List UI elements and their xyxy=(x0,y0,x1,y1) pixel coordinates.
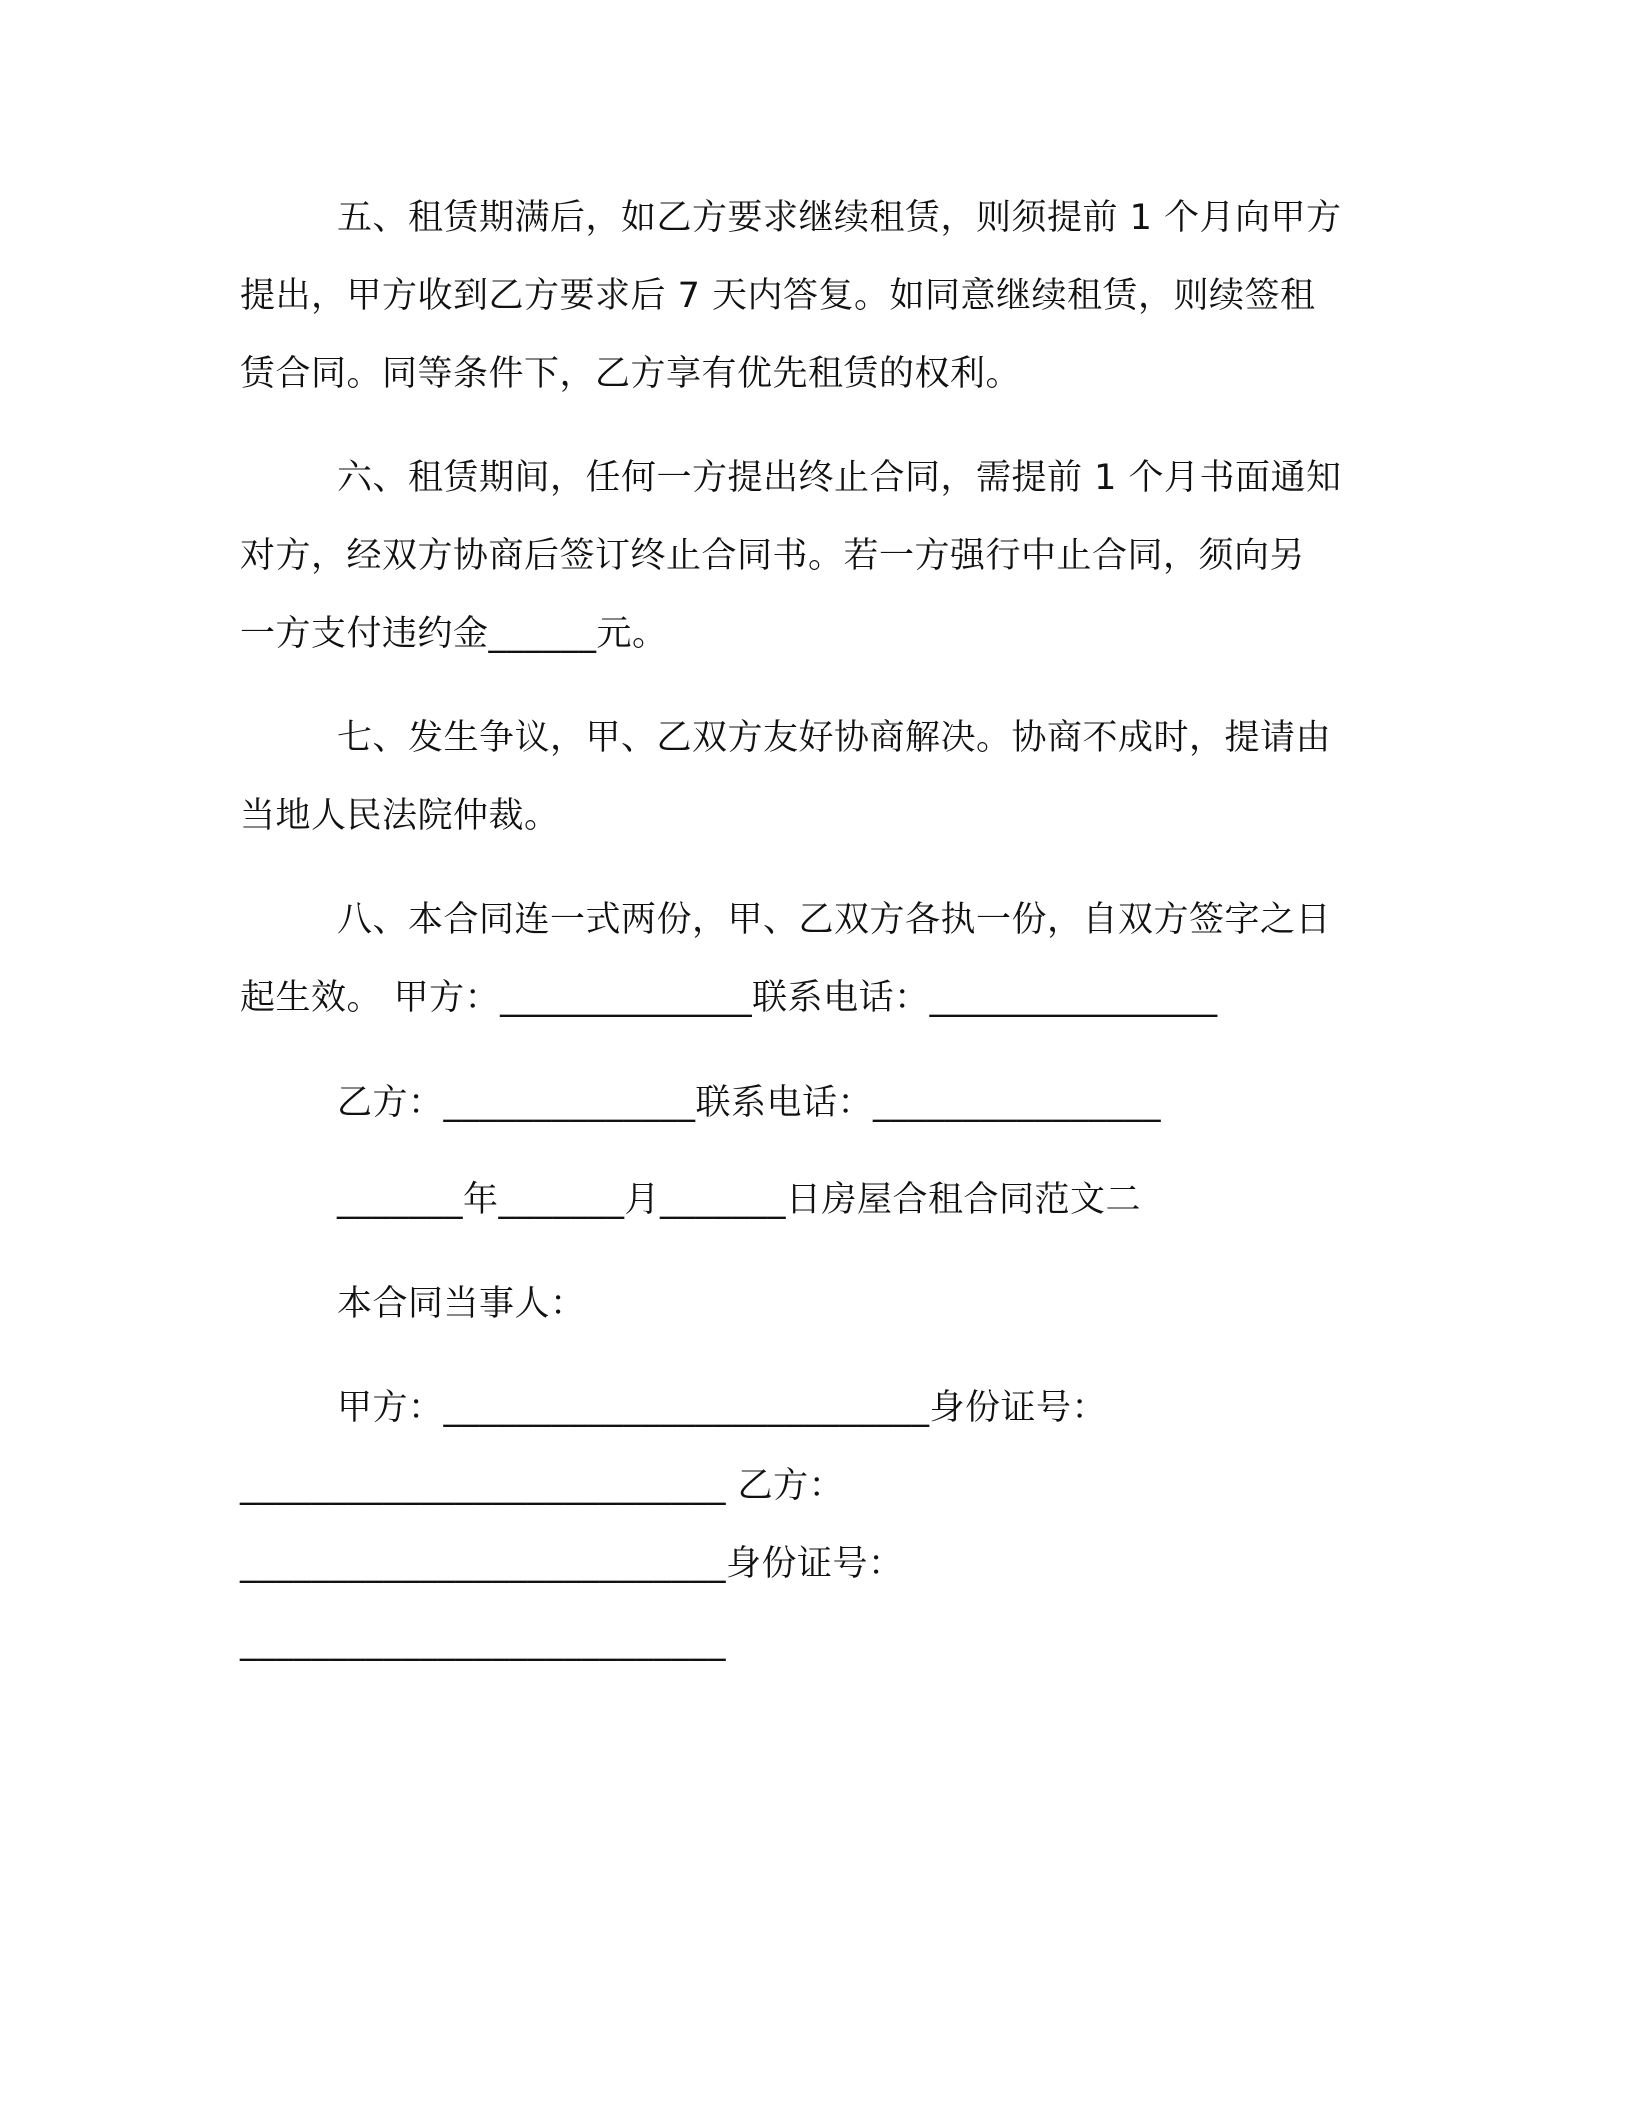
party-a-id-line: 甲方：___________________________身份证号： xyxy=(337,1388,1108,1428)
clause-8-line-1: 八、本合同连一式两份，甲、乙双方各执一份，自双方签字之日 xyxy=(337,900,1332,940)
clause-5-line-1: 五、租赁期满后，如乙方要求继续租赁，则须提前 1 个月向甲方 xyxy=(337,198,1342,238)
clause-6-line-2: 对方，经双方协商后签订终止合同书。若一方强行中止合同，须向另 xyxy=(240,536,1306,576)
party-b-contact-line: 乙方：______________联系电话：________________ xyxy=(337,1083,1162,1123)
clause-8-line-2: 起生效。 甲方：______________联系电话：________________ xyxy=(240,978,1218,1018)
clause-6-line-1: 六、租赁期间，任何一方提出终止合同，需提前 1 个月书面通知 xyxy=(337,458,1342,498)
clause-7-line-1: 七、发生争议，甲、乙双方友好协商解决。协商不成时，提请由 xyxy=(337,718,1332,758)
clause-6-line-3: 一方支付违约金______元。 xyxy=(240,614,668,654)
party-b-id-line: ___________________________身份证号： xyxy=(240,1544,904,1584)
party-b-id-blank-line: ___________________________ xyxy=(240,1622,726,1662)
party-b-line: ___________________________ 乙方： xyxy=(240,1466,845,1506)
date-title-line: _______年_______月_______日房屋合租合同范文二 xyxy=(337,1180,1142,1220)
clause-5-line-2: 提出，甲方收到乙方要求后 7 天内答复。如同意继续租赁，则续签租 xyxy=(240,276,1316,316)
clause-5-line-3: 赁合同。同等条件下，乙方享有优先租赁的权利。 xyxy=(240,354,1022,394)
parties-heading: 本合同当事人： xyxy=(337,1284,586,1324)
clause-7-line-2: 当地人民法院仲裁。 xyxy=(240,796,560,836)
